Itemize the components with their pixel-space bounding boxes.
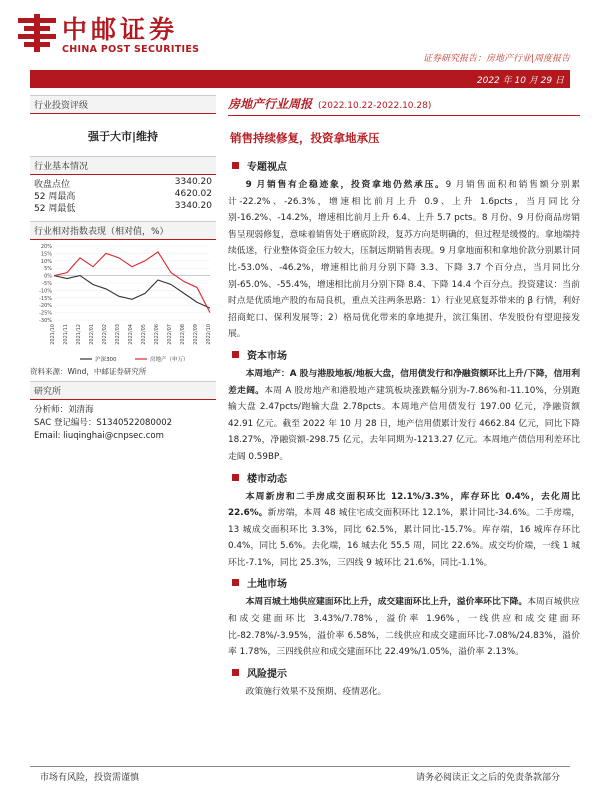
analyst-sac: SAC 登记编号：S1340522080002	[34, 418, 173, 428]
stats-table	[30, 175, 216, 215]
report-date: 2022 年 10 月 29 日	[476, 76, 564, 86]
section-key-point: 本周百城土地供应建面环比上升，成交建面环比上升，溢价率环比下降。	[245, 597, 528, 608]
basic-info-heading: 行业基本情况	[30, 156, 216, 175]
date-bar	[30, 70, 570, 88]
section-body: 本周百城供应和成交建面环比 3.43%/7.78%，溢价率 1.96%，一线供应和成交建面环比-82.78%/-3.95%，溢价率 6.58%，二线供应和成交建面环比-7.08%/24.83%，溢价率 1.78%，三四线供应和成交建面环比 22.49%/1.05%，溢价率 2.13%。	[228, 597, 580, 658]
stats-label: 52 周最高	[34, 192, 76, 202]
section-title-text: 资本市场	[247, 350, 287, 362]
section	[228, 665, 580, 701]
x-tick-label: 2022/01	[89, 324, 95, 345]
section-title	[232, 158, 580, 173]
stats-value: 3340.20	[174, 201, 212, 211]
x-tick-label: 2022/08	[180, 324, 186, 345]
footer-divider	[30, 766, 570, 767]
section-key-point: 9 月销售有企稳迹象，投资拿地仍然承压。	[245, 180, 446, 190]
x-tick-label: 2021/11	[63, 324, 69, 345]
y-tick-label: -10%	[39, 288, 52, 295]
section	[228, 470, 580, 572]
y-tick-label: 5%	[44, 266, 52, 273]
section-body: 9 月销售面积和销售额分别累计-22.2%、-26.3%，增速相比前月上升 0.9、上升 1.6pcts，当月同比分别-16.2%、-14.2%，增速相比前月上升 6.4、上升 5.7 pcts。8 月份、9 月份商品房销售呈现弱修复，意味着销售处于磨底阶段，复苏方向是明确的，但过程是缓慢的。拿地端持续低迷，行业整体资金压力较大，压制远期销售表现。9 月拿地面积和拿地价款分别累计同比-53.0%、-46.2%，增速相比前月分别下降 3.3、下降 3.7 个百分点，当月同比分别-65.0%、-55.4%，增速相比前月分别下降 8.4、下降 14.4 个百分点。投资建议：当前时点是优质地产股的布局良机，重点关注两条思路：1）行业见底复苏带来的 β 行情，利好招商蛇口、保利发展等；2）格局优化带来的拿地提升，滨江集团、华发股份有望迎接发展。	[228, 180, 580, 340]
stats-label: 收盘点位	[34, 180, 71, 190]
main-content	[228, 95, 580, 700]
section-body: 本周 A 股房地产和港股地产建筑板块涨跌幅分别为-7.86%和-11.10%，分别跑输大盘 2.47pcts/跑输大盘 2.78pcts。本周地产信用债发行 197.00 亿元，净融资额 42.91 亿元。截至 2022 年 10 月 28 日，地产信用债累计发行 4662.84 亿元，同比下降 18.27%，净融资额-298.75 亿元，去年同期为-1213.27 亿元。本周地产债信用利差环比走阔 0.59BP。	[228, 385, 580, 462]
x-tick-label: 2022/05	[141, 324, 147, 345]
brand-name-cn: 中邮证券	[62, 15, 179, 44]
footer-disclaimer: 请务必阅读正文之后的免责条款部分	[415, 773, 560, 783]
section-body: 新房端，本周 48 城住宅成交面积环比 12.1%，累计同比-34.6%。二手房端，13 城成交面积环比 3.3%，同比 62.5%，累计同比-15.7%。库存端，16 城库存环比 0.4%，同比 5.6%。去化端，16 城去化 55.5 周，同比 22.6%。成交均价端，一线 1 城环比-7.1%，同比 25.3%，三四线 9 城环比 21.6%，同比-1.1%。	[228, 508, 580, 568]
x-tick-label: 2022/09	[193, 324, 199, 345]
square-bullet-icon	[232, 351, 239, 358]
section-key-point: 本周新房和二手房成交面积环比 12.1%/3.3%，库存环比 0.4%，去化周比 22.6%。	[228, 491, 580, 519]
y-tick-label: 20%	[40, 244, 52, 250]
y-tick-label: -20%	[39, 303, 52, 310]
section-paragraph	[228, 489, 580, 572]
x-tick-label: 2022/07	[167, 324, 173, 345]
stats-label: 52 周最低	[34, 204, 76, 214]
footer-risk-note: 市场有风险，投资需谨慎	[40, 773, 140, 783]
report-title-bar	[228, 95, 580, 116]
square-bullet-icon	[232, 669, 239, 676]
x-tick-label: 2022/06	[154, 324, 160, 345]
section-paragraph	[228, 366, 580, 466]
stats-row	[34, 177, 212, 189]
y-tick-label: 15%	[40, 251, 52, 258]
section	[228, 575, 580, 660]
square-bullet-icon	[232, 579, 239, 586]
section-paragraph	[228, 177, 580, 343]
section-paragraph	[228, 684, 580, 701]
section-title	[232, 347, 580, 362]
legend-label: 沪深300	[95, 357, 117, 363]
section-title-text: 风险提示	[247, 668, 287, 680]
chart-svg	[30, 240, 216, 364]
y-tick-label: -15%	[39, 295, 52, 302]
report-headline: 销售持续修复，投资拿地承压	[230, 131, 380, 145]
report-title: 房地产行业周报	[228, 97, 313, 111]
x-tick-label: 2022/10	[206, 324, 212, 345]
left-sidebar	[30, 95, 216, 447]
analyst-info	[30, 400, 216, 447]
stats-value: 4620.02	[174, 189, 212, 199]
section-title-text: 土地市场	[247, 579, 287, 591]
section	[228, 158, 580, 343]
section-key-point: 本周地产：A 股与港股地板/地板大盘，信用债发行和净融资额环比上升/下降，信用利差走阔。	[228, 368, 580, 396]
chart-source: 资料来源：Wind，中邮证券研究所	[30, 367, 147, 376]
section-title-text: 楼市动态	[247, 473, 287, 485]
x-tick-label: 2022/02	[102, 324, 108, 345]
square-bullet-icon	[232, 474, 239, 481]
stats-value: 3340.20	[174, 177, 212, 187]
y-tick-label: -25%	[39, 310, 52, 317]
relative-index-chart	[30, 240, 216, 364]
analyst-email[interactable]: Email: liuqinghai@cnpsec.com	[34, 431, 164, 441]
y-tick-label: 0%	[44, 273, 52, 280]
y-tick-label: -30%	[39, 318, 52, 324]
legend-label: 房地产（申万）	[150, 357, 189, 363]
x-tick-label: 2021/12	[76, 324, 82, 345]
rating-heading: 行业投资评级	[30, 95, 216, 114]
analyst-heading: 研究所	[30, 381, 216, 400]
section-body: 政策施行效果不及预期、疫情恶化。	[245, 686, 387, 697]
sections-container	[228, 158, 580, 700]
section-title	[232, 470, 580, 485]
industry-rating: 强于大市|维持	[87, 130, 159, 143]
section-title	[232, 665, 580, 680]
series-line	[54, 276, 210, 309]
section-title-text: 专题视点	[247, 162, 287, 173]
x-tick-label: 2021/10	[50, 324, 56, 345]
china-post-logo-icon	[18, 14, 56, 52]
x-tick-label: 2022/03	[115, 324, 121, 345]
section-paragraph	[228, 594, 580, 660]
section-title	[232, 575, 580, 590]
relative-index-heading: 行业相对指数表现（相对值，%）	[30, 221, 216, 240]
report-date-range: (2022.10.22-2022.10.28)	[318, 101, 432, 111]
section	[228, 347, 580, 466]
stats-row	[34, 201, 212, 213]
brand-name-en: CHINA POST SECURITIES	[62, 44, 200, 55]
report-tags: 证券研究报告：房地产行业|周度报告	[422, 54, 570, 64]
y-tick-label: 10%	[40, 258, 52, 265]
y-tick-label: -5%	[42, 281, 52, 287]
x-tick-label: 2022/04	[128, 324, 134, 345]
analyst-name: 分析师：刘清海	[34, 405, 94, 415]
square-bullet-icon	[232, 162, 239, 169]
stats-row	[34, 189, 212, 201]
